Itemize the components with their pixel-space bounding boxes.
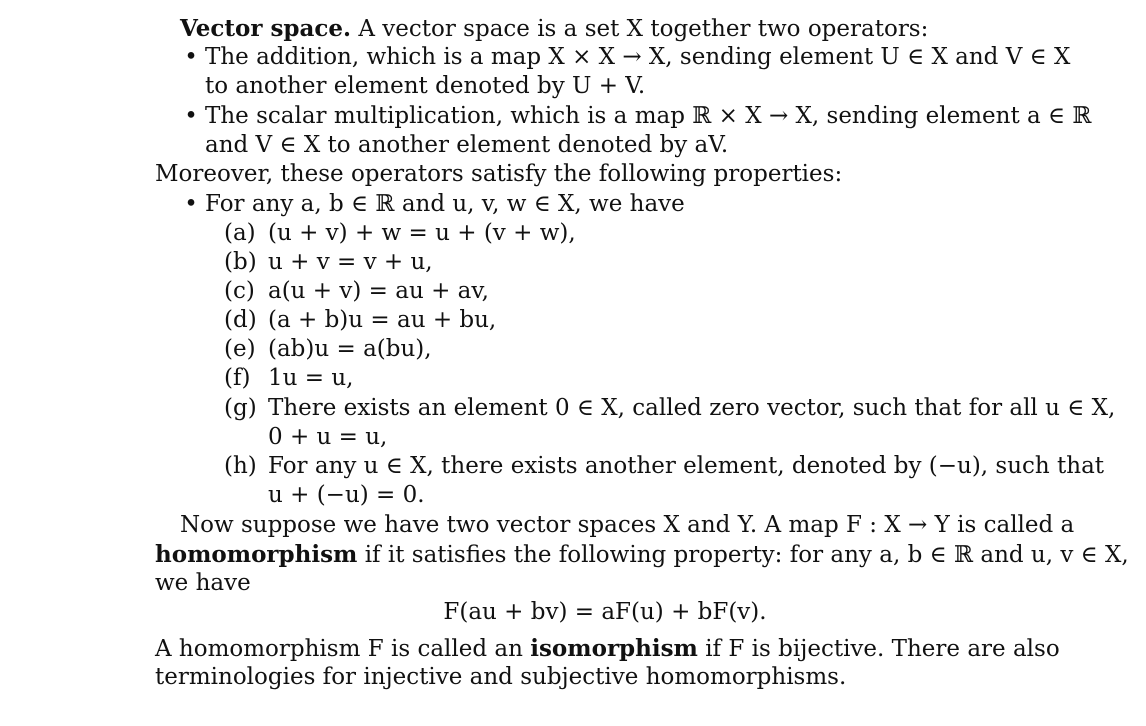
property-label: (g) — [224, 395, 257, 421]
property-continuation: 0 + u = u, — [268, 424, 388, 450]
homomorphism-line2-rest: if it satisfies the following property: for any a, b ∈ ℝ and u, v ∈ X, — [364, 542, 1129, 568]
homomorphism-line1: Now suppose we have two vector spaces X and Y. A map F : X → Y is called a — [180, 512, 1075, 538]
isomorphism-line1 — [155, 634, 1060, 663]
homomorphism-term: homomorphism — [155, 541, 358, 568]
bullet-addition-line1: The addition, which is a map X × X → X, sending element U ∈ X and V ∈ X — [205, 44, 1071, 70]
moreover-line: Moreover, these operators satisfy the following properties: — [155, 161, 843, 187]
property-text: u + v = v + u, — [268, 249, 433, 275]
property-label: (a) — [224, 220, 256, 246]
property-text: For any u ∈ X, there exists another element, denoted by (−u), such that — [268, 453, 1105, 479]
isomorphism-term: isomorphism — [530, 635, 698, 662]
homomorphism-line2 — [155, 540, 1129, 569]
bullet-scalar-line1: The scalar multiplication, which is a map ℝ × X → X, sending element a ∈ ℝ — [205, 103, 1092, 129]
isomorphism-line2: terminologies for injective and subjective homomorphisms. — [155, 664, 847, 690]
homomorphism-equation: F(au + bv) = aF(u) + bF(v). — [443, 599, 767, 625]
property-text: (a + b)u = au + bu, — [268, 307, 497, 333]
property-label: (d) — [224, 307, 257, 333]
definition-intro: A vector space is a set X together two operators: — [358, 16, 929, 42]
property-label: (h) — [224, 453, 257, 479]
bullet-addition-line2: to another element denoted by U + V. — [205, 73, 646, 99]
bullet-scalar-line2: and V ∈ X to another element denoted by aV. — [205, 132, 729, 158]
definition-heading-line — [180, 14, 928, 43]
property-label: (f) — [224, 365, 251, 391]
property-continuation: u + (−u) = 0. — [268, 482, 425, 508]
properties-intro: For any a, b ∈ ℝ and u, v, w ∈ X, we have — [205, 191, 685, 217]
homomorphism-line3: we have — [155, 570, 251, 596]
isomorphism-line1-end: if F is bijective. There are also — [705, 636, 1060, 662]
property-label: (b) — [224, 249, 257, 275]
bullet-marker: • — [184, 44, 198, 70]
property-label: (e) — [224, 336, 256, 362]
property-text: (u + v) + w = u + (v + w), — [268, 220, 576, 246]
bullet-marker: • — [184, 191, 198, 217]
property-text: 1u = u, — [268, 365, 354, 391]
property-label: (c) — [224, 278, 255, 304]
property-text: a(u + v) = au + av, — [268, 278, 489, 304]
property-text: (ab)u = a(bu), — [268, 336, 432, 362]
isomorphism-line1-start: A homomorphism F is called an — [155, 636, 523, 662]
bullet-marker: • — [184, 103, 198, 129]
property-text: There exists an element 0 ∈ X, called zero vector, such that for all u ∈ X, — [268, 395, 1116, 421]
definition-heading: Vector space. — [180, 15, 352, 42]
